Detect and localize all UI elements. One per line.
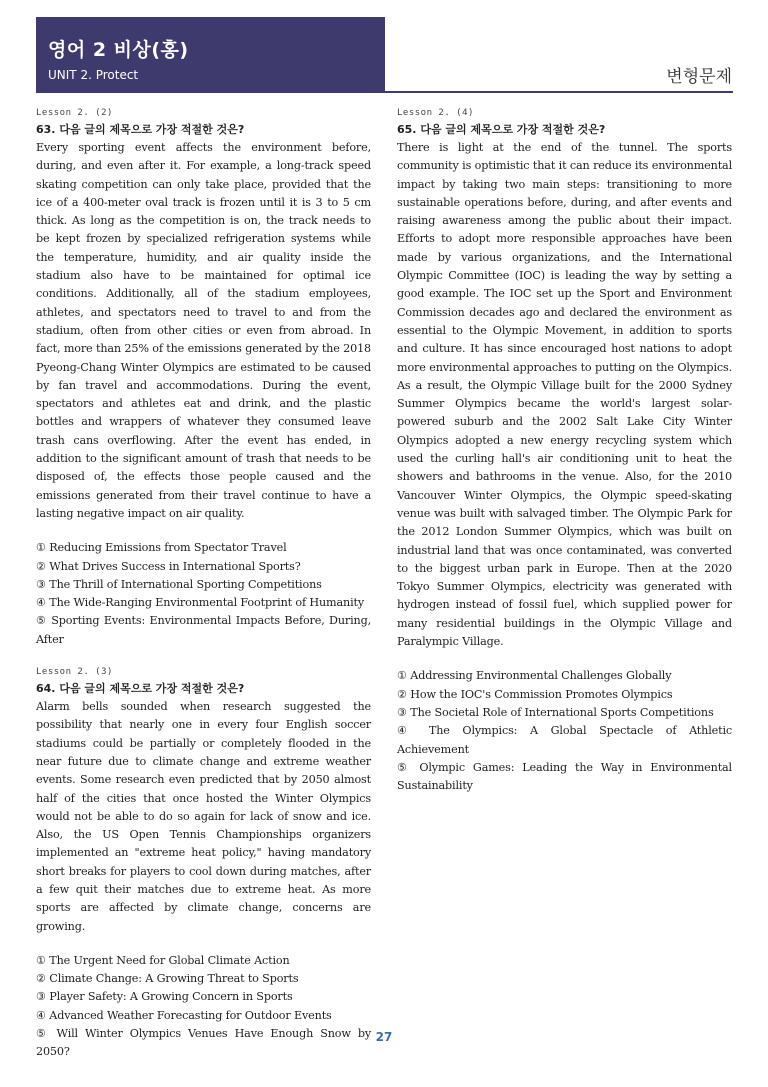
section-label: 변형문제 <box>666 67 732 87</box>
answer-option[interactable]: ③ The Thrill of International Sporting Competitions <box>36 577 322 591</box>
question-passage: There is light at the end of the tunnel. The sports community is optimistic that it can reduce its environmental impact by taking two main steps: transitioning to more sustainable operations before, during, and after events and raising awareness among the public about their impact. Efforts to adopt more responsible approaches have been made by various organizations, and the International Olympic Committee (IOC) is leading the way by setting a good example. The IOC set up the Sport and Environment Commission decades ago and declared the environment as essential to the Olympic Movement, in addition to sports and culture. It has since encouraged host nations to adopt more environmental approaches to putting on the Olympics. As a result, the Olympic Village built for the 2000 Sydney Summer Olympics became the world's largest solar-powered suburb and the 2002 Salt Lake City Winter Olympics adopted a new energy recycling system which used the curling hall's air conditioning unit to heat the showers and bathrooms in the venue. Also, for the 2010 Vancouver Winter Olympics, the Olympic speed-skating venue was built with salvaged timber. The Olympic Park for the 2012 London Summer Olympics, which was built on industrial land that was once contaminated, was converted to the biggest urban park in Europe. Then at the 2020 Tokyo Summer Olympics, electricity was generated with hydrogen instead of fossil fuel, which supplied power for many residential buildings in the Olympic Village and Paralympic Village. <box>397 141 732 649</box>
answer-option[interactable]: ① The Urgent Need for Global Climate Action <box>36 953 290 967</box>
answer-option[interactable]: ① Addressing Environmental Challenges Globally <box>397 669 672 683</box>
answer-option[interactable]: ② How the IOC's Commission Promotes Olympics <box>397 687 673 701</box>
answer-option[interactable]: ③ The Societal Role of International Sports Competitions <box>397 705 714 719</box>
question-title: 64. 다음 글의 제목으로 가장 적절한 것은? <box>36 682 245 696</box>
answer-option[interactable]: ② Climate Change: A Growing Threat to Sports <box>36 972 299 986</box>
answer-option[interactable]: ⑤ Will Winter Olympics Venues Have Enough Snow by 2050? <box>36 1027 371 1059</box>
textbook-title: 영어 2 비상(홍) <box>48 39 189 61</box>
header-divider <box>36 91 733 93</box>
unit-subtitle: UNIT 2. Protect <box>48 68 139 82</box>
answer-option[interactable]: ⑤ Sporting Events: Environmental Impacts Before, During, After <box>36 614 371 646</box>
right-column <box>397 108 732 795</box>
page-number: 27 <box>375 1030 393 1044</box>
answer-options <box>397 667 732 795</box>
answer-options <box>36 539 371 649</box>
left-column <box>36 108 371 1062</box>
answer-option[interactable]: ④ The Olympics: A Global Spectacle of Athletic Achievement <box>397 724 732 756</box>
lesson-label: Lesson 2. (4) <box>397 108 474 118</box>
answer-option[interactable]: ④ The Wide-Ranging Environmental Footprint of Humanity <box>36 596 365 610</box>
answer-option[interactable]: ④ Advanced Weather Forecasting for Outdoor Events <box>36 1008 332 1022</box>
question-passage: Alarm bells sounded when research suggested the possibility that nearly one in every four English soccer stadiums could be partially or completely flooded in the near future due to climate change and extreme weather events. Some research even predicted that by 2050 almost half of the cities that once hosted the Winter Olympics would not be able to do so again for lack of snow and ice. Also, the US Open Tennis Championships organizers implemented an "extreme heat policy," having mandatory short breaks for players to cool down during matches, after a few quit their matches due to extreme heat. As more sports are affected by climate change, concerns are growing. <box>36 700 371 933</box>
answer-option[interactable]: ② What Drives Success in International Sports? <box>36 559 301 573</box>
answer-option[interactable]: ① Reducing Emissions from Spectator Travel <box>36 541 287 555</box>
question-passage: Every sporting event affects the environment before, during, and even after it. For example, a long-track speed skating competition can only take place, provided that the ice of a 400-meter oval track is frozen until it is 3 to 5 cm thick. As long as the competition is on, the track needs to be kept frozen by specialized refrigeration systems while the temperature, humidity, and air quality inside the stadium also have to be maintained for optimal ice conditions. Additionally, all of the stadium employees, athletes, and spectators need to travel to and from the stadium, often from other cities or even from abroad. In fact, more than 25% of the emissions generated by the 2018 Pyeong-Chang Winter Olympics are estimated to be caused by fan travel and accommodations. During the event, spectators and athletes eat and drink, and the plastic bottles and wrappers of whatever they consumed leave trash cans overflowing. After the event has ended, in addition to the significant amount of trash that needs to be disposed of, the effects those people caused and the emissions generated from their travel continue to have a lasting negative impact on air quality. <box>36 141 371 520</box>
answer-option[interactable]: ③ Player Safety: A Growing Concern in Sports <box>36 990 293 1004</box>
question-65 <box>397 108 732 795</box>
question-64 <box>36 667 371 1062</box>
question-title: 65. 다음 글의 제목으로 가장 적절한 것은? <box>397 123 606 136</box>
question-title: 63. 다음 글의 제목으로 가장 적절한 것은? <box>36 123 245 136</box>
answer-option[interactable]: ⑤ Olympic Games: Leading the Way in Environmental Sustainability <box>397 760 732 793</box>
lesson-label: Lesson 2. (2) <box>36 108 113 118</box>
lesson-label: Lesson 2. (3) <box>36 667 113 678</box>
header-banner <box>36 17 385 92</box>
answer-options <box>36 952 371 1062</box>
question-63 <box>36 108 371 649</box>
